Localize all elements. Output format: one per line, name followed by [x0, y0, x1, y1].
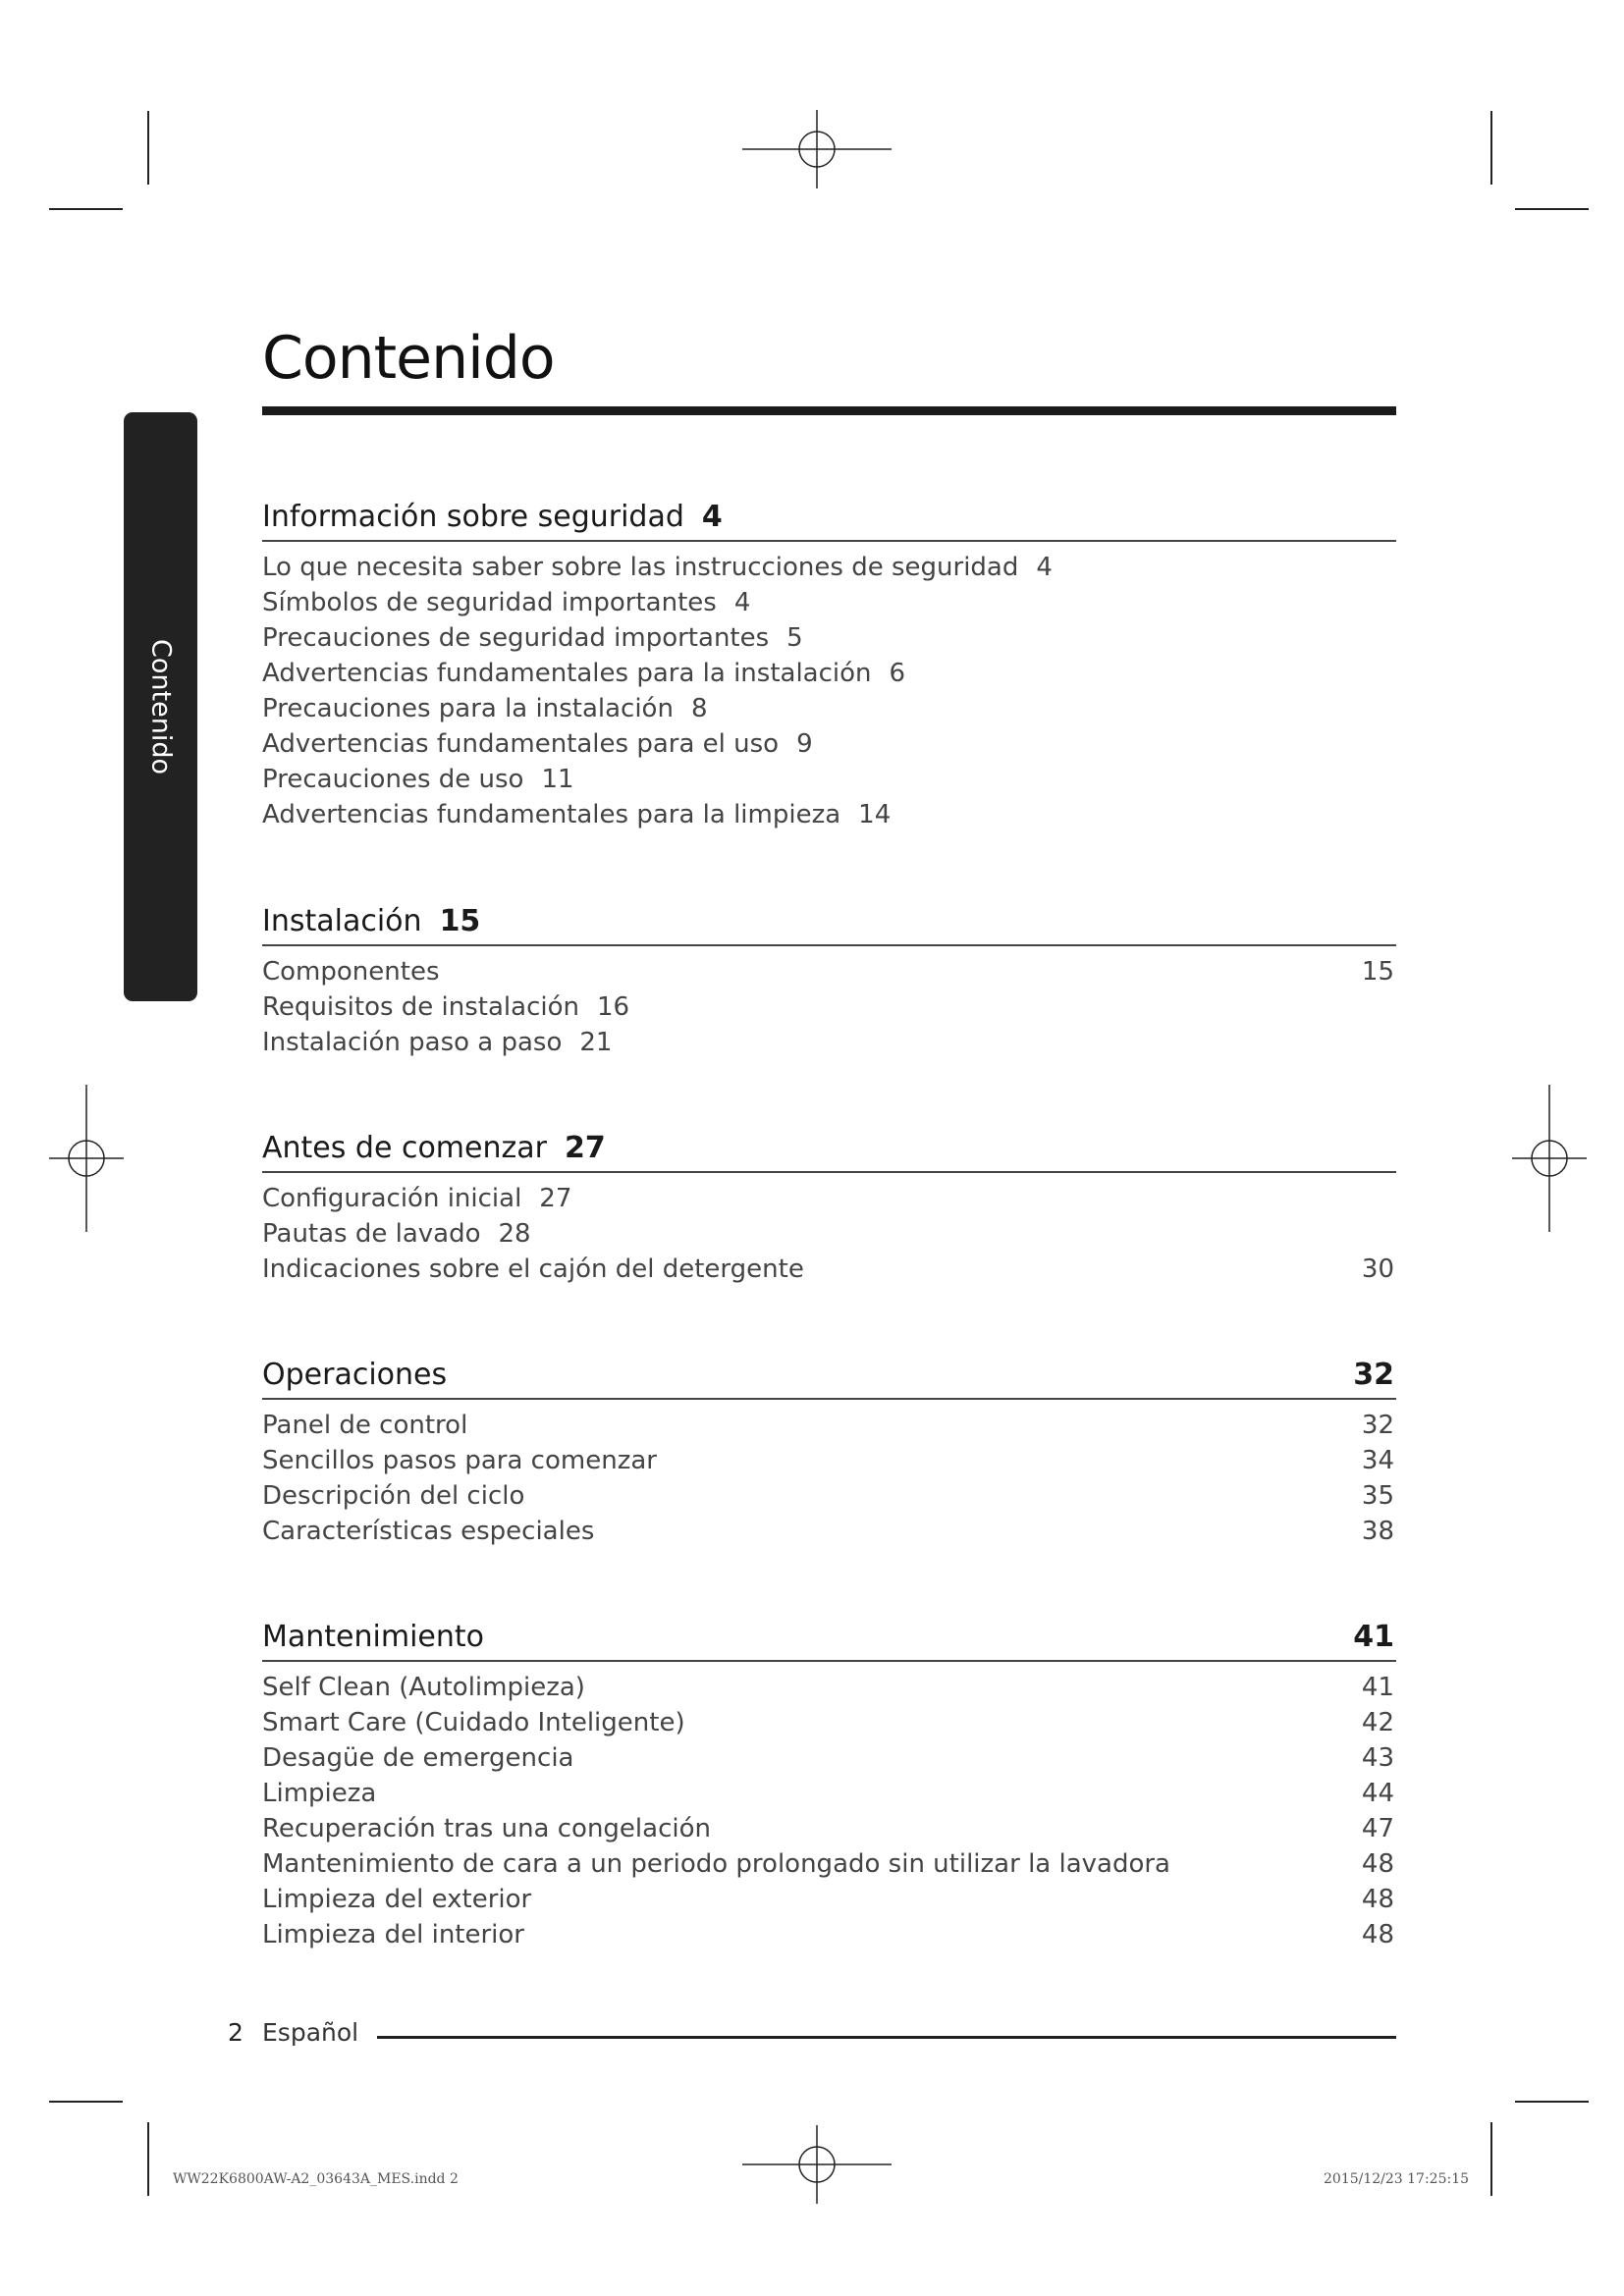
toc-entry[interactable]: Precauciones de uso 11: [262, 765, 574, 794]
toc-entry[interactable]: Precauciones de seguridad importantes 5: [262, 623, 803, 653]
toc-entry[interactable]: Advertencias fundamentales para la instalación 6: [262, 659, 906, 688]
section-page: 32: [1353, 1358, 1394, 1392]
section-page: 15: [439, 904, 481, 938]
section-heading: [262, 1355, 1396, 1400]
toc-entry[interactable]: Símbolos de seguridad importantes 4: [262, 588, 751, 617]
toc-entry[interactable]: Mantenimiento de cara a un periodo prolongado sin utilizar la lavadora 48: [262, 1846, 1396, 1882]
entry-page: 32: [1361, 1411, 1394, 1440]
section-title[interactable]: Mantenimiento: [262, 1620, 484, 1654]
toc-entry[interactable]: Descripción del ciclo 35: [262, 1478, 1396, 1514]
side-tab: [124, 412, 197, 1001]
section-heading: [262, 1617, 1396, 1662]
entry-page: 47: [1361, 1814, 1394, 1843]
toc-entry[interactable]: Panel de control 32: [262, 1408, 1396, 1443]
entry-page: 43: [1361, 1743, 1394, 1773]
toc-entry[interactable]: Componentes 15: [262, 954, 1396, 989]
toc-entry[interactable]: Configuración inicial 27: [262, 1184, 572, 1213]
toc-entry[interactable]: Smart Care (Cuidado Inteligente) 42: [262, 1705, 1396, 1740]
crop-mark: [1515, 208, 1589, 210]
toc-entry[interactable]: Limpieza del exterior 48: [262, 1882, 1396, 1917]
crop-mark: [49, 2101, 123, 2103]
entry-page: 48: [1361, 1920, 1394, 1949]
entry-page: 44: [1361, 1779, 1394, 1808]
crop-mark: [147, 2122, 149, 2196]
registration-mark-top: [742, 110, 892, 188]
section-title[interactable]: Instalación 15: [262, 904, 481, 938]
toc-entry[interactable]: Precauciones para la instalación 8: [262, 694, 708, 723]
crop-mark: [1490, 2122, 1492, 2196]
entry-page: 34: [1361, 1446, 1394, 1475]
entry-page: 28: [498, 1219, 531, 1249]
entry-page: 5: [786, 623, 803, 653]
toc-entry[interactable]: Self Clean (Autolimpieza) 41: [262, 1670, 1396, 1705]
section-page: 4: [701, 500, 723, 534]
entry-page: 48: [1361, 1885, 1394, 1914]
section-heading: [262, 497, 1396, 542]
entry-page: 41: [1361, 1673, 1394, 1702]
title-rule: [262, 406, 1396, 415]
print-slug-file: WW22K6800AW-A2_03643A_MES.indd 2: [173, 2171, 459, 2187]
entry-page: 14: [858, 800, 892, 829]
crop-mark: [1490, 111, 1492, 185]
crop-mark: [1515, 2101, 1589, 2103]
language-label: Español: [262, 2018, 359, 2047]
crop-mark: [147, 111, 149, 185]
section-page: 41: [1353, 1620, 1394, 1654]
toc-entry[interactable]: Instalación paso a paso 21: [262, 1028, 613, 1057]
toc-entry[interactable]: Indicaciones sobre el cajón del detergente 30: [262, 1252, 1396, 1287]
toc-entry[interactable]: Advertencias fundamentales para el uso 9: [262, 729, 813, 759]
toc-section-seguridad: [262, 497, 1396, 832]
section-title[interactable]: Antes de comenzar 27: [262, 1131, 606, 1165]
registration-mark-left: [49, 1085, 124, 1232]
entry-page: 15: [1361, 957, 1394, 987]
entry-page: 8: [690, 694, 708, 723]
toc-entry[interactable]: Advertencias fundamentales para la limpieza 14: [262, 800, 892, 829]
registration-mark-bottom: [742, 2125, 892, 2204]
entry-page: 48: [1361, 1849, 1394, 1879]
side-tab-label: Contenido: [145, 639, 176, 774]
toc-section-instalacion: [262, 901, 1396, 1060]
section-heading: [262, 901, 1396, 946]
toc-entry[interactable]: Lo que necesita saber sobre las instrucciones de seguridad 4: [262, 553, 1053, 582]
entry-page: 35: [1361, 1481, 1394, 1511]
toc-entry[interactable]: Desagüe de emergencia 43: [262, 1740, 1396, 1776]
toc-section-operaciones: [262, 1355, 1396, 1549]
entry-page: 4: [733, 588, 751, 617]
toc-entry[interactable]: Recuperación tras una congelación 47: [262, 1811, 1396, 1846]
toc-entry[interactable]: Limpieza 44: [262, 1776, 1396, 1811]
toc-entry[interactable]: Sencillos pasos para comenzar 34: [262, 1443, 1396, 1478]
section-title[interactable]: Operaciones: [262, 1358, 448, 1392]
section-title[interactable]: Información sobre seguridad 4: [262, 500, 723, 534]
section-heading: [262, 1128, 1396, 1173]
crop-mark: [49, 208, 123, 210]
entry-page: 42: [1361, 1708, 1394, 1737]
toc-entry[interactable]: Pautas de lavado 28: [262, 1219, 531, 1249]
entry-page: 30: [1361, 1255, 1394, 1284]
toc-section-mantenimiento: [262, 1617, 1396, 1952]
registration-mark-right: [1512, 1085, 1587, 1232]
entry-page: 4: [1036, 553, 1053, 582]
footer-rule: [377, 2036, 1396, 2039]
toc-section-antes-de-comenzar: [262, 1128, 1396, 1287]
entry-page: 11: [541, 765, 574, 794]
entry-page: 6: [889, 659, 906, 688]
toc-entry[interactable]: Características especiales 38: [262, 1514, 1396, 1549]
entry-page: 38: [1361, 1517, 1394, 1546]
page-number: 2: [228, 2018, 244, 2047]
entry-page: 27: [539, 1184, 572, 1213]
entry-page: 9: [796, 729, 813, 759]
print-slug-timestamp: 2015/12/23 17:25:15: [1324, 2171, 1470, 2187]
entry-page: 21: [579, 1028, 613, 1057]
page-footer: [228, 2018, 1396, 2057]
page-title: Contenido: [262, 324, 555, 393]
entry-page: 16: [596, 992, 630, 1022]
toc-entry[interactable]: Requisitos de instalación 16: [262, 992, 630, 1022]
section-page: 27: [564, 1131, 606, 1165]
toc-entry[interactable]: Limpieza del interior 48: [262, 1917, 1396, 1952]
